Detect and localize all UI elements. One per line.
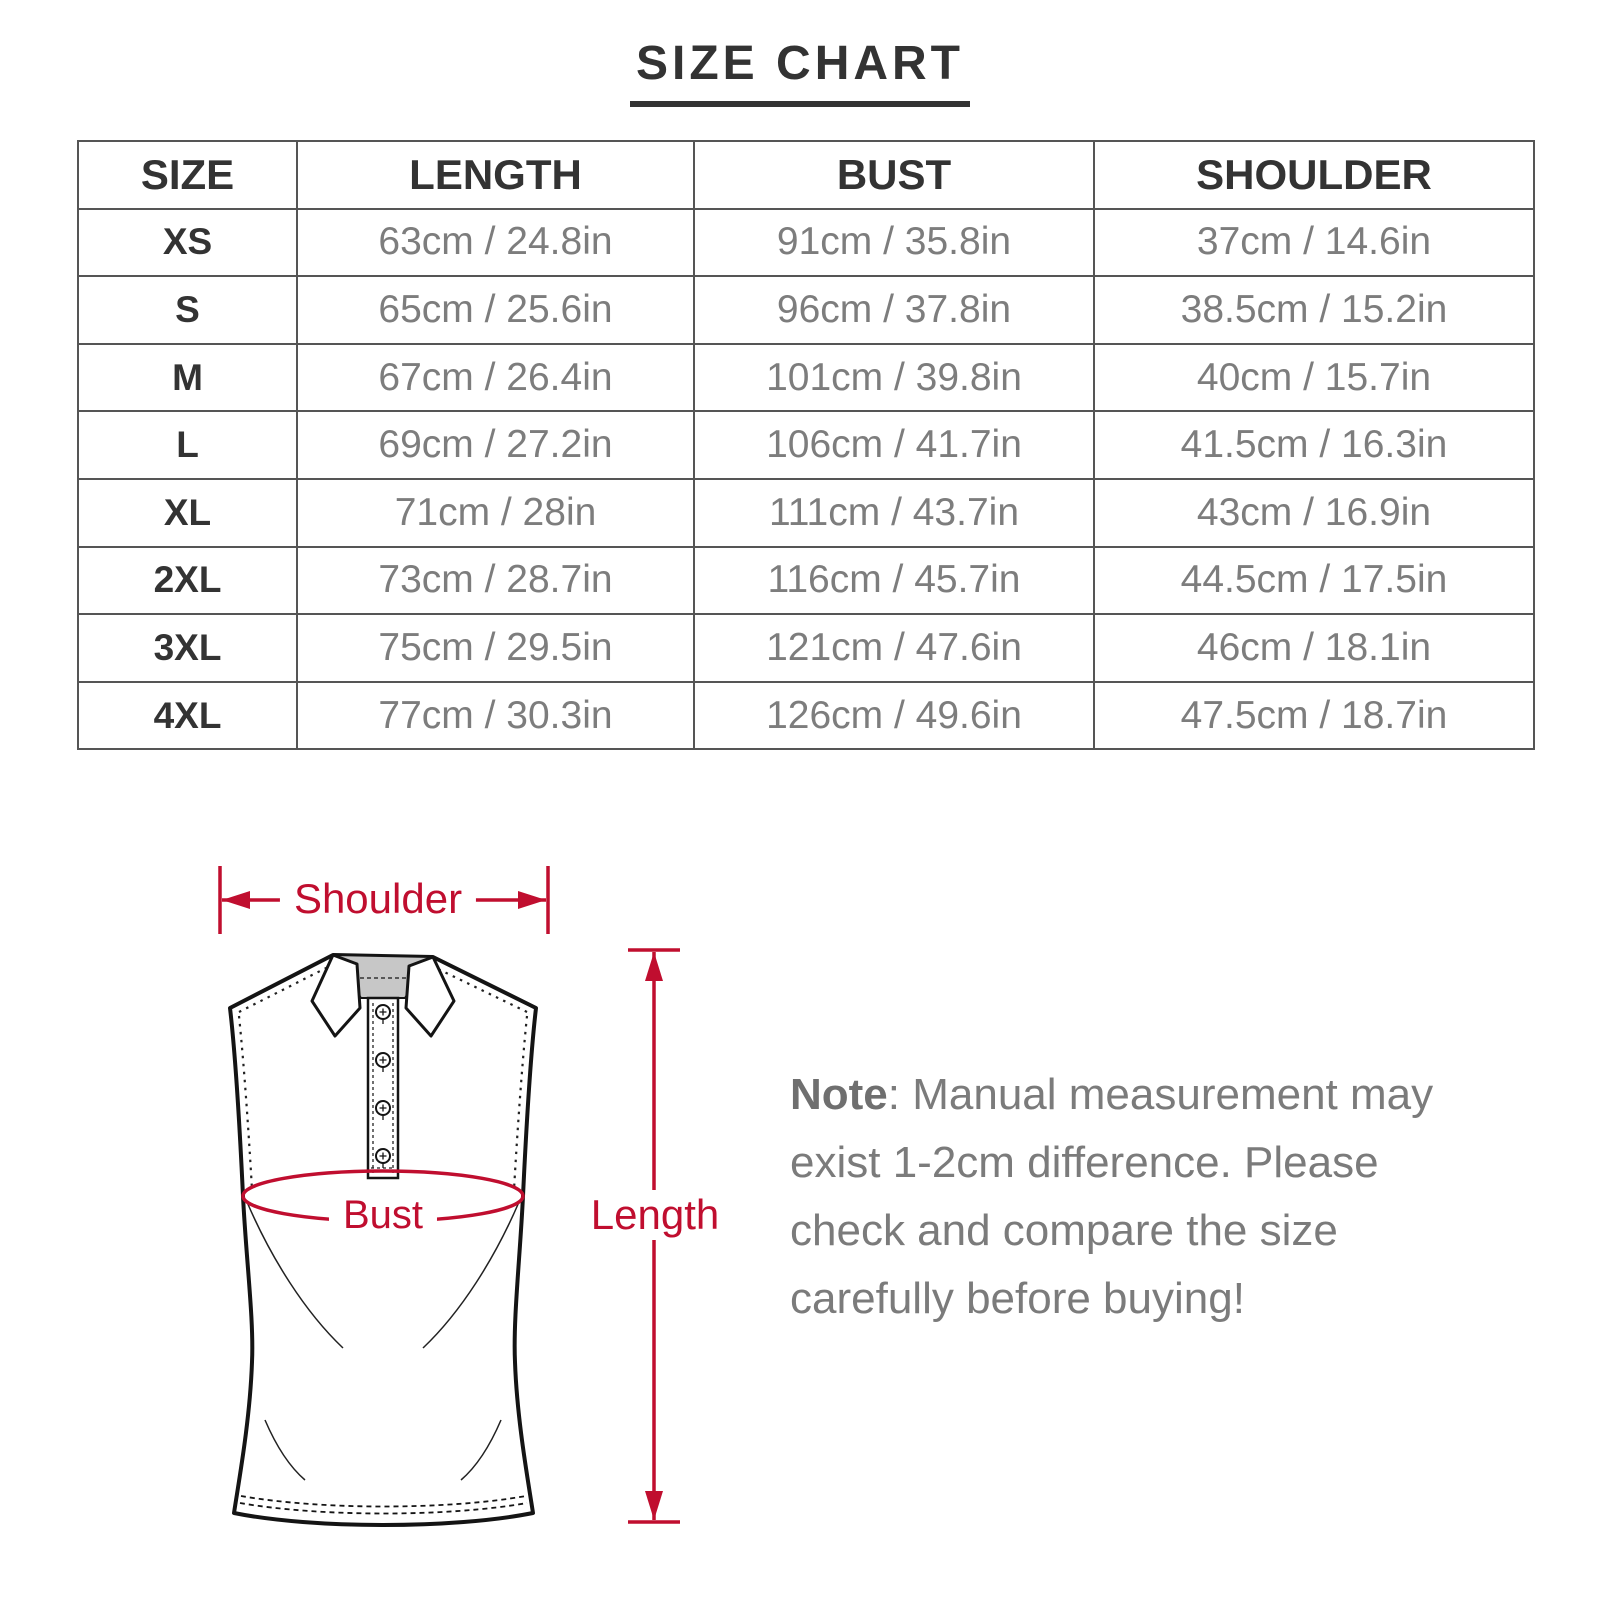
cell-length: 65cm / 25.6in [297,276,694,344]
note-prefix: Note [790,1070,888,1119]
cell-size: XL [78,479,297,547]
cell-bust: 101cm / 39.8in [694,344,1094,412]
cell-bust: 106cm / 41.7in [694,411,1094,479]
note-line-2: exist 1-2cm difference. Please [790,1138,1379,1187]
size-table [77,140,1535,750]
table-row [78,209,1534,277]
cell-shoulder: 41.5cm / 16.3in [1094,411,1534,479]
cell-shoulder: 47.5cm / 18.7in [1094,682,1534,750]
table-row [78,276,1534,344]
bust-label: Bust [329,1191,437,1239]
note-line-1: Note: Manual measurement may [790,1070,1434,1119]
length-label: Length [577,1190,733,1240]
col-header-bust: BUST [694,141,1094,209]
cell-size: 2XL [78,547,297,615]
cell-shoulder: 46cm / 18.1in [1094,614,1534,682]
cell-shoulder: 38.5cm / 15.2in [1094,276,1534,344]
table-row [78,682,1534,750]
cell-length: 75cm / 29.5in [297,614,694,682]
cell-bust: 111cm / 43.7in [694,479,1094,547]
cell-size: XS [78,209,297,277]
cell-bust: 91cm / 35.8in [694,209,1094,277]
table-row [78,547,1534,615]
cell-size: 4XL [78,682,297,750]
cell-length: 63cm / 24.8in [297,209,694,277]
cell-shoulder: 43cm / 16.9in [1094,479,1534,547]
table-row [78,411,1534,479]
page-title: SIZE CHART [630,36,970,107]
cell-size: 3XL [78,614,297,682]
cell-bust: 121cm / 47.6in [694,614,1094,682]
cell-length: 77cm / 30.3in [297,682,694,750]
shoulder-label: Shoulder [280,874,476,924]
cell-size: S [78,276,297,344]
measurement-note [790,1061,1433,1333]
cell-shoulder: 37cm / 14.6in [1094,209,1534,277]
cell-length: 71cm / 28in [297,479,694,547]
cell-bust: 116cm / 45.7in [694,547,1094,615]
size-table-body [78,209,1534,750]
table-row [78,614,1534,682]
cell-bust: 96cm / 37.8in [694,276,1094,344]
cell-shoulder: 40cm / 15.7in [1094,344,1534,412]
cell-size: M [78,344,297,412]
cell-shoulder: 44.5cm / 17.5in [1094,547,1534,615]
col-header-length: LENGTH [297,141,694,209]
note-line-4: carefully before buying! [790,1274,1245,1323]
cell-length: 69cm / 27.2in [297,411,694,479]
size-table-header [78,141,1534,209]
cell-length: 73cm / 28.7in [297,547,694,615]
page-title-row [0,36,1600,107]
cell-length: 67cm / 26.4in [297,344,694,412]
cell-size: L [78,411,297,479]
col-header-shoulder: SHOULDER [1094,141,1534,209]
cell-bust: 126cm / 49.6in [694,682,1094,750]
table-row [78,479,1534,547]
note-line-3: check and compare the size [790,1206,1338,1255]
header-row [78,141,1534,209]
table-row [78,344,1534,412]
col-header-size: SIZE [78,141,297,209]
